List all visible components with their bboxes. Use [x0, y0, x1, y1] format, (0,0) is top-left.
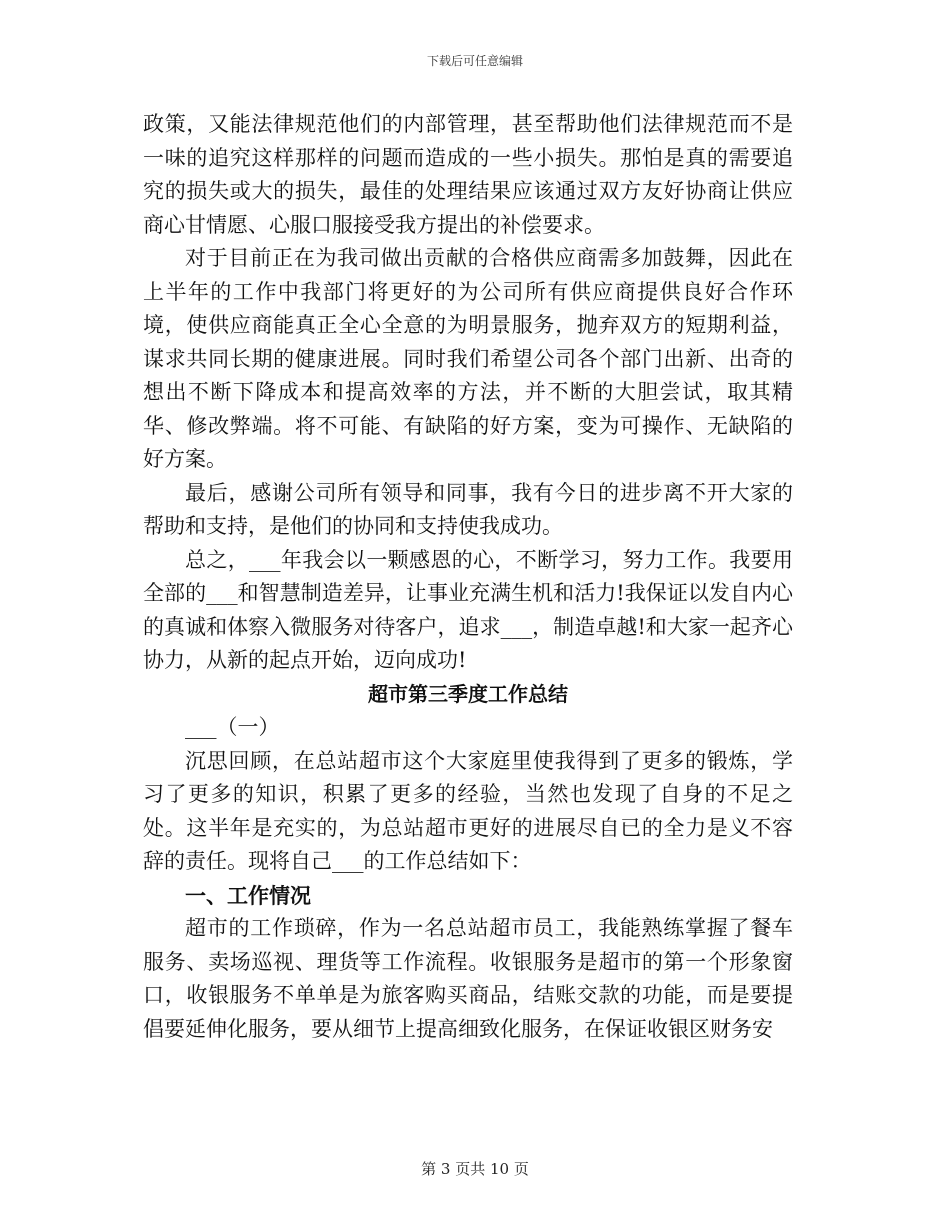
- page-footer: 第 3 页共 10 页: [421, 1160, 529, 1178]
- paragraph-review: 沉思回顾，在总站超市这个大家庭里使我得到了更多的锻炼，学习了更多的知识，积累了更多的经验，当然也发现了自身的不足之处。这半年是充实的，为总站超市更好的进展尽自已的全力是义不容辞的责任。现将自己___的工作总结如下：: [143, 748, 793, 873]
- document-body: [143, 108, 793, 1046]
- section-subtitle: ___（一）: [185, 715, 280, 739]
- page-header: 下载后可任意编辑: [426, 54, 523, 68]
- paragraph-suppliers: 对于目前正在为我司做出贡献的合格供应商需多加鼓舞，因此在上半年的工作中我部门将更好的为公司所有供应商提供良好合作环境，使供应商能真正全心全意的为明景服务，抛弃双方的短期利益，谋求共同长期的健康进展。同时我们希望公司各个部门出新、出奇的想出不断下降成本和提高效率的方法，并不断的大胆尝试，取其精华、修改弊端。将不可能、有缺陷的好方案，变为可操作、无缺陷的好方案。: [143, 246, 793, 471]
- paragraph-policy: 政策，又能法律规范他们的内部管理，甚至帮助他们法律规范而不是一味的追究这样那样的问题而造成的一些小损失。那怕是真的需要追究的损失或大的损失，最佳的处理结果应该通过双方友好协商让供应商心甘情愿、心服口服接受我方提出的补偿要求。: [143, 112, 793, 237]
- paragraph-conclusion: 总之，___年我会以一颗感恩的心，不断学习，努力工作。我要用全部的___和智慧制造差异，让事业充满生机和活力!我保证以发自内心的真诚和体察入微服务对待客户，追求___，制造卓越!和大家一起齐心协力，从新的起点开始，迈向成功!: [143, 547, 793, 672]
- paragraph-work-details: 超市的工作琐碎，作为一名总站超市员工，我能熟练掌握了餐车服务、卖场巡视、理货等工作流程。收银服务是超市的第一个形象窗口，收银服务不单单是为旅客购买商品，结账交款的功能，而是要提倡要延伸化服务，要从细节上提高细致化服务，在保证收银区财务安: [143, 916, 793, 1041]
- heading-work-situation: 一、工作情况: [185, 882, 311, 908]
- paragraph-thanks: 最后，感谢公司所有领导和同事，我有今日的进步离不开大家的帮助和支持，是他们的协同和支持使我成功。: [143, 480, 793, 538]
- section-title: 超市第三季度工作总结: [368, 681, 568, 706]
